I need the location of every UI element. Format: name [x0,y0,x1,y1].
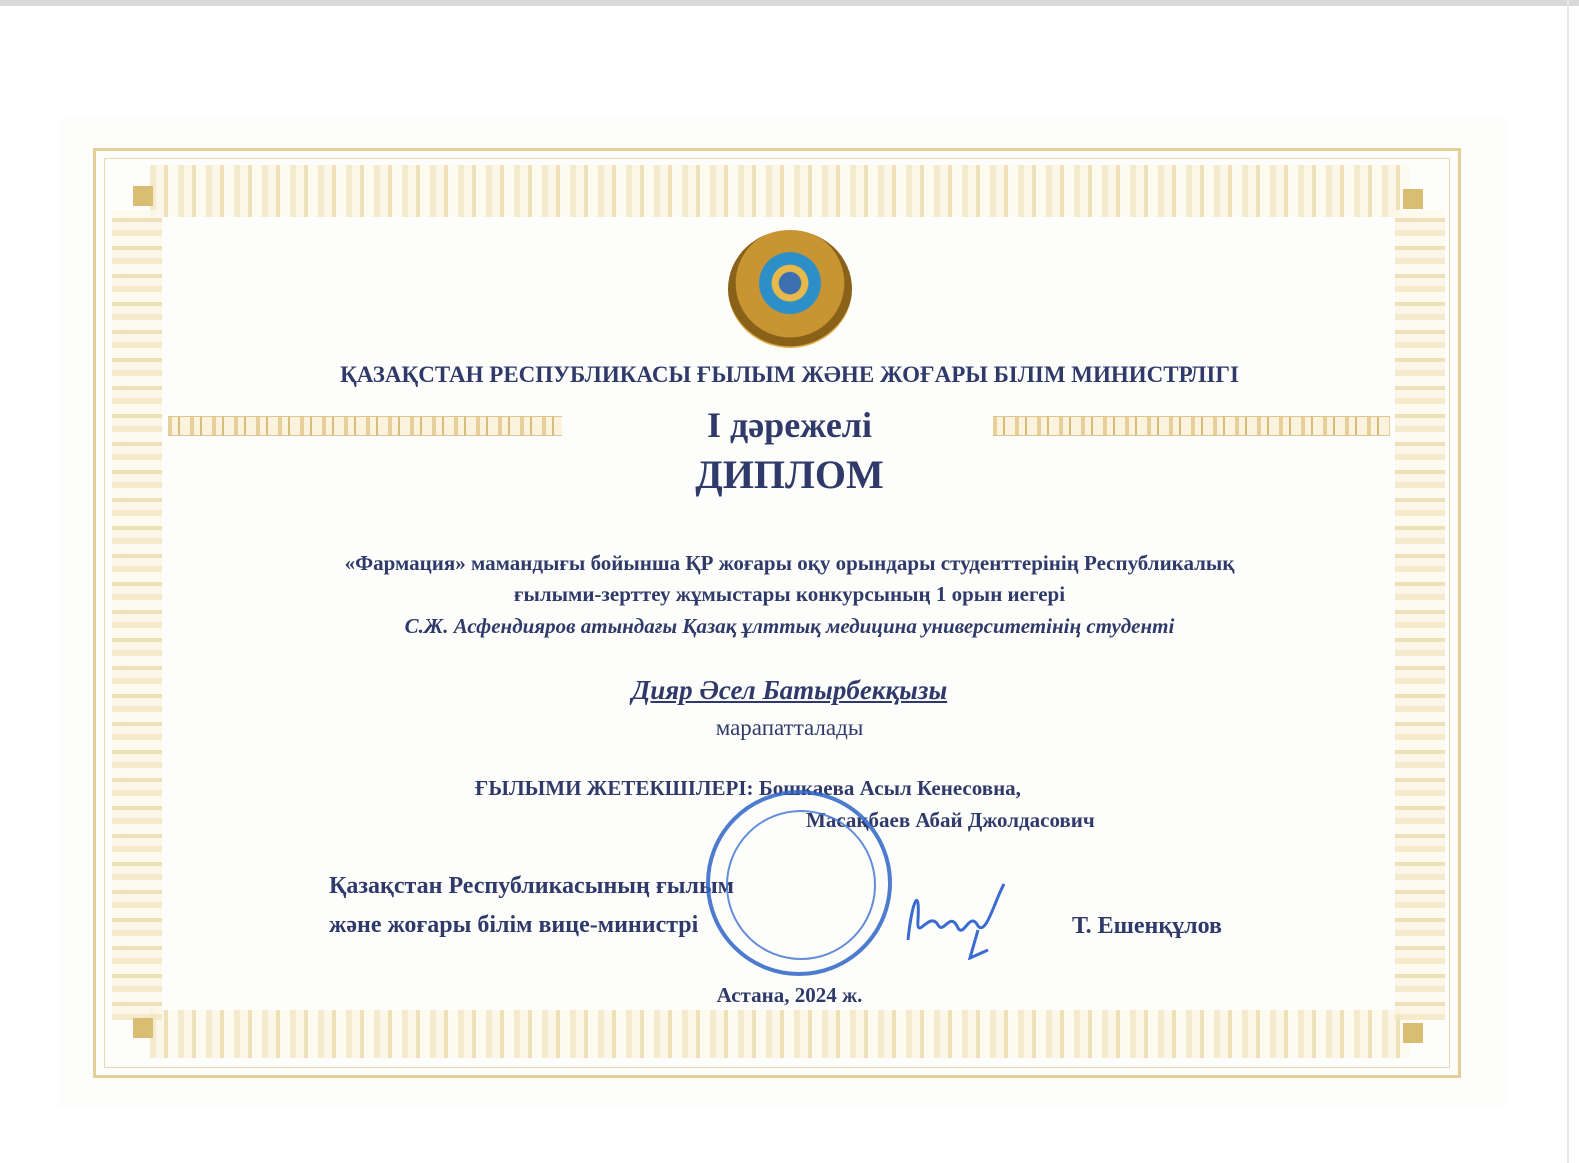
corner-square [1403,189,1423,209]
supervisors-line [475,776,1021,801]
degree-label: І дәрежелі [706,405,872,445]
signatory-title-2: және жоғары білім вице-министрі [329,912,699,938]
recipient-name: Дияр Әсел Батырбекқызы [631,675,948,705]
official-stamp-icon [706,790,892,976]
corner-square [133,1018,153,1038]
signature-icon [900,880,1010,960]
description-line-1: «Фармация» мамандығы бойынша ҚР жоғары оқу орындары студенттерінің Республикалық [344,551,1235,575]
description-line-2: ғылыми-зерттеу жұмыстары конкурсының 1 орын иегері [513,582,1066,606]
signatory-name: Т. Ешенқұлов [1072,913,1223,939]
recipient-name-wrap [0,675,1579,706]
diploma-title: ДИПЛОМ [695,452,884,497]
supervisor-1: Бошкаева Асыл Кенесовна, [758,776,1021,800]
university-line: С.Ж. Асфендияров атындағы Қазақ ұлттық медицина университетінің студенті [404,614,1175,638]
supervisor-2: Масақбаев Абай Джолдасович [806,808,1095,832]
place-date: Астана, 2024 ж. [716,983,863,1007]
ornament-border-top [150,165,1410,217]
signatory-title-1: Қазақстан Республикасының ғылым [329,873,735,899]
corner-square [133,186,153,206]
awarded-label: марапатталады [715,715,864,740]
ornament-border-bottom [150,1010,1410,1058]
ministry-heading: ҚАЗАҚСТАН РЕСПУБЛИКАСЫ ҒЫЛЫМ ЖӘНЕ ЖОҒАРЫ БІЛІМ МИНИСТРЛІГІ [340,362,1239,387]
corner-square [1403,1023,1423,1043]
state-emblem-icon [728,230,852,348]
top-edge [0,0,1579,6]
supervisors-label: ҒЫЛЫМИ ЖЕТЕКШІЛЕРІ: [475,776,754,800]
